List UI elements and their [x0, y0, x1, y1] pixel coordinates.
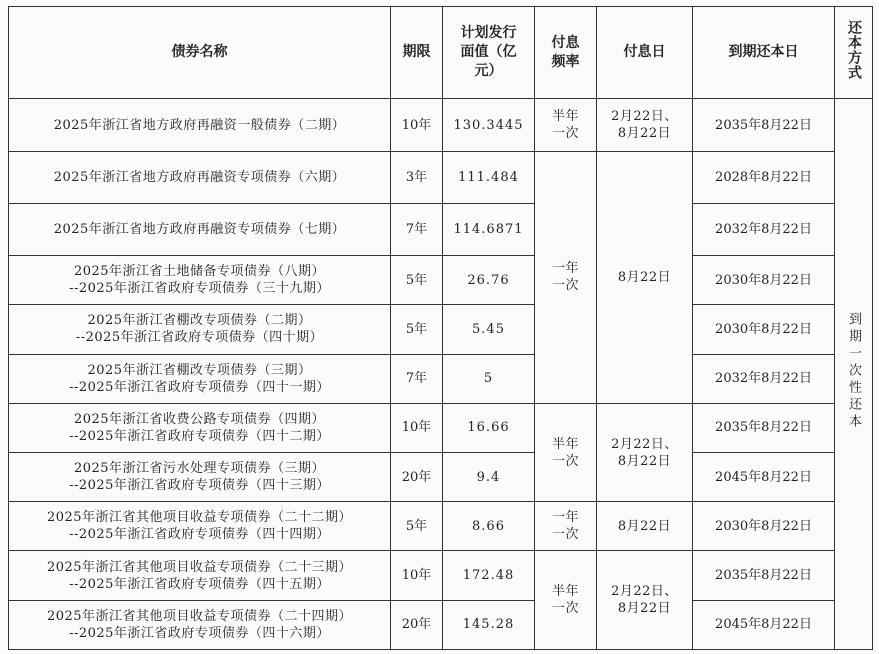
maturity-cell: 2035年8月22日: [693, 99, 835, 151]
pay-date-cell: [597, 151, 693, 403]
bond-name-line: 2025年浙江省土地储备专项债券（八期）: [73, 264, 326, 280]
term-cell: 20年: [391, 453, 443, 502]
bond-name-line: --2025年浙江省政府专项债券（四十六期）: [69, 625, 330, 641]
repay-method-text: 到期一次性还本: [846, 312, 861, 432]
frequency-line: 半年: [551, 109, 579, 125]
frequency-cell: [535, 403, 597, 501]
pay-date-line: 8月22日: [617, 518, 672, 534]
header-maturity: 到期还本日: [693, 7, 835, 99]
bond-name-cell: [9, 403, 391, 452]
bond-name-line: --2025年浙江省政府专项债券（四十期）: [75, 330, 324, 346]
term-cell: 5年: [391, 305, 443, 354]
header-bond-name: 债券名称: [9, 7, 391, 99]
term-cell: 10年: [391, 403, 443, 452]
term-cell: 10年: [391, 551, 443, 600]
header-frequency: [535, 7, 597, 99]
term-cell: 5年: [391, 256, 443, 305]
frequency-cell: [535, 551, 597, 650]
frequency-line: 一年: [551, 261, 579, 277]
pay-date-line: 8月22日: [617, 453, 672, 469]
frequency-cell: [535, 99, 597, 151]
table-row: [9, 354, 873, 403]
bond-name-line: 2025年浙江省污水处理专项债券（三期）: [73, 461, 326, 477]
bond-name-line: 2025年浙江省收费公路专项债券（四期）: [73, 411, 326, 427]
table-row: [9, 403, 873, 452]
header-frequency-text: 付息频率: [551, 34, 580, 70]
bond-name-line: 2025年浙江省其他项目收益专项债券（二十三期）: [46, 559, 353, 575]
maturity-cell: 2032年8月22日: [693, 203, 835, 255]
bond-name-line: --2025年浙江省政府专项债券（四十三期）: [69, 478, 330, 494]
pay-date-cell: [597, 502, 693, 551]
pay-date-cell: [597, 403, 693, 501]
term-cell: 7年: [391, 203, 443, 255]
amount-cell: 16.66: [443, 403, 535, 452]
maturity-cell: 2030年8月22日: [693, 256, 835, 305]
amount-cell: 9.4: [443, 453, 535, 502]
bond-name-line: 2025年浙江省地方政府再融资专项债券（七期）: [53, 222, 346, 237]
amount-cell: 114.6871: [443, 203, 535, 255]
table-row: [9, 305, 873, 354]
bond-name-cell: [9, 305, 391, 354]
maturity-cell: 2030年8月22日: [693, 305, 835, 354]
pay-date-line: 8月22日: [617, 126, 672, 142]
maturity-cell: 2030年8月22日: [693, 502, 835, 551]
amount-cell: 111.484: [443, 151, 535, 203]
table-row: [9, 502, 873, 551]
maturity-cell: 2035年8月22日: [693, 551, 835, 600]
bond-name-cell: [9, 354, 391, 403]
frequency-line: 一次: [551, 527, 579, 543]
bond-name-cell: [9, 99, 391, 151]
bond-name-line: 2025年浙江省其他项目收益专项债券（二十二期）: [46, 510, 353, 526]
frequency-cell: [535, 502, 597, 551]
bond-name-line: --2025年浙江省政府专项债券（四十四期）: [69, 527, 330, 543]
repay-method-cell: [835, 99, 873, 650]
bond-name-line: 2025年浙江省棚改专项债券（三期）: [87, 362, 312, 378]
bond-name-line: 2025年浙江省地方政府再融资一般债券（二期）: [53, 117, 346, 133]
table-row: [9, 600, 873, 649]
header-pay-date: 付息日: [597, 7, 693, 99]
maturity-cell: 2028年8月22日: [693, 151, 835, 203]
amount-cell: 26.76: [443, 256, 535, 305]
amount-cell: 130.3445: [443, 99, 535, 151]
maturity-cell: 2035年8月22日: [693, 403, 835, 452]
bond-name-cell: [9, 256, 391, 305]
frequency-line: 一年: [551, 510, 579, 526]
bond-name-line: --2025年浙江省政府专项债券（四十五期）: [69, 576, 330, 592]
amount-cell: 172.48: [443, 551, 535, 600]
header-amount-text: 计划发行面值（亿元）: [460, 25, 517, 80]
pay-date-cell: [597, 99, 693, 151]
header-repay-method-text: 还本方式: [846, 19, 862, 80]
table-row: [9, 203, 873, 255]
header-repay-method: [835, 7, 873, 99]
amount-cell: 5: [443, 354, 535, 403]
bond-name-line: 2025年浙江省地方政府再融资专项债券（六期）: [53, 169, 346, 185]
term-cell: 3年: [391, 151, 443, 203]
table-row: [9, 151, 873, 203]
header-row: [9, 7, 873, 99]
bond-name-cell: [9, 151, 391, 203]
pay-date-line: 2月22日、: [611, 584, 678, 600]
term-cell: 10年: [391, 99, 443, 151]
maturity-cell: 2045年8月22日: [693, 600, 835, 649]
header-term: 期限: [391, 7, 443, 99]
term-cell: 5年: [391, 502, 443, 551]
bond-name-cell: [9, 600, 391, 649]
frequency-line: 一次: [551, 126, 579, 142]
term-cell: 20年: [391, 600, 443, 649]
frequency-line: 一次: [551, 601, 579, 617]
maturity-cell: 2032年8月22日: [693, 354, 835, 403]
pay-date-line: 8月22日: [617, 269, 672, 285]
amount-cell: 8.66: [443, 502, 535, 551]
bond-name-cell: [9, 203, 391, 255]
table-row: [9, 99, 873, 151]
frequency-cell: [535, 151, 597, 403]
frequency-line: 一次: [551, 453, 579, 469]
pay-date-line: 2月22日、: [611, 109, 678, 125]
frequency-line: 半年: [551, 436, 579, 452]
header-amount: [443, 7, 535, 99]
bond-name-cell: [9, 453, 391, 502]
amount-cell: 5.45: [443, 305, 535, 354]
bond-name-line: 2025年浙江省其他项目收益专项债券（二十四期）: [46, 608, 353, 624]
table-row: [9, 551, 873, 600]
frequency-line: 半年: [551, 584, 579, 600]
maturity-cell: 2045年8月22日: [693, 453, 835, 502]
bond-name-cell: [9, 502, 391, 551]
bond-table: [8, 6, 873, 650]
bond-name-line: 2025年浙江省棚改专项债券（二期）: [87, 313, 312, 329]
bond-name-line: --2025年浙江省政府专项债券（四十一期）: [69, 379, 330, 395]
term-cell: 7年: [391, 354, 443, 403]
bond-name-line: --2025年浙江省政府专项债券（四十二期）: [69, 428, 330, 444]
amount-cell: 145.28: [443, 600, 535, 649]
table-row: [9, 453, 873, 502]
frequency-line: 一次: [551, 278, 579, 294]
bond-name-line: --2025年浙江省政府专项债券（三十九期）: [69, 281, 330, 297]
table-row: [9, 256, 873, 305]
bond-name-cell: [9, 551, 391, 600]
pay-date-line: 8月22日: [617, 601, 672, 617]
pay-date-cell: [597, 551, 693, 650]
pay-date-line: 2月22日、: [611, 436, 678, 452]
